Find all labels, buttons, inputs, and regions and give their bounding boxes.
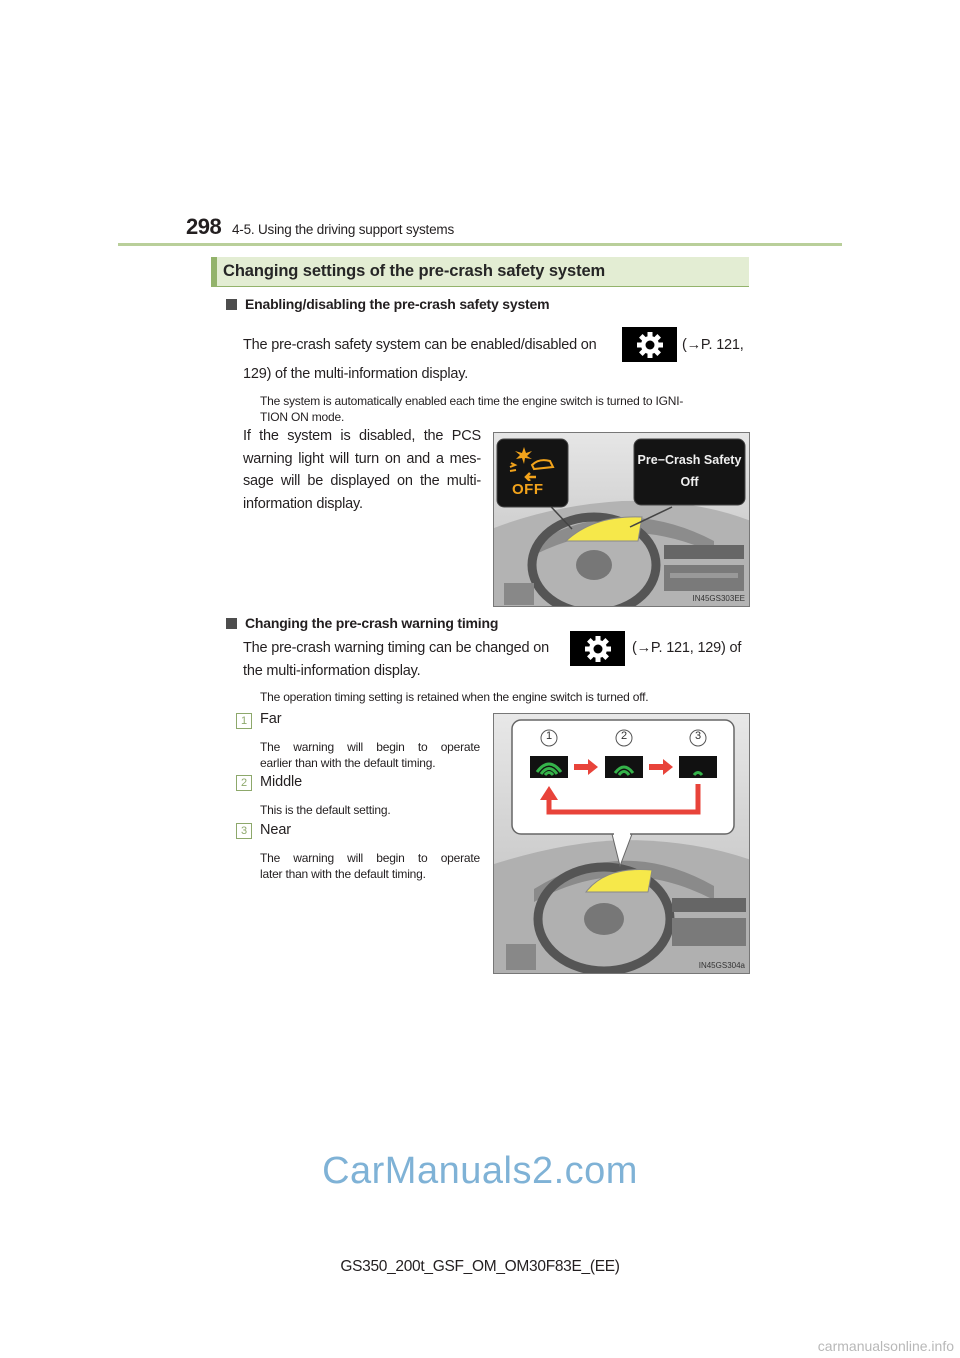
timing-note: The operation timing setting is retained when the engine switch is turned off. bbox=[260, 690, 649, 704]
watermark-bottom[interactable]: carmanualsonline.info bbox=[817, 1338, 954, 1354]
enable-note-line2: TION ON mode. bbox=[260, 410, 345, 424]
settings-gear-icon bbox=[622, 327, 677, 362]
mid-message: Pre−Crash Safety Off bbox=[637, 453, 742, 489]
timing-text-line2: the multi-information display. bbox=[243, 663, 421, 679]
title-bar-rule bbox=[211, 286, 749, 287]
header-rule bbox=[118, 243, 842, 246]
page-number: 298 bbox=[186, 214, 222, 239]
enable-note-line1: The system is automatically enabled each time the engine switch is turned to IGNI- bbox=[260, 394, 684, 408]
timing-heading: Changing the pre-crash warning timing bbox=[226, 615, 498, 631]
callout-2: 2 bbox=[620, 730, 628, 742]
enable-heading: Enabling/disabling the pre-crash safety system bbox=[226, 296, 549, 312]
footer-code: GS350_200t_GSF_OM_OM30F83E_(EE) bbox=[340, 1258, 620, 1275]
square-bullet-icon bbox=[226, 618, 237, 629]
page-title: Changing settings of the pre-crash safety system bbox=[223, 262, 606, 280]
item-desc-near-line2: later than with the default timing. bbox=[260, 867, 426, 881]
disabled-description: If the system is disabled, the PCS warning light will turn on and a mes- sage will be displayed on the multi- information display. bbox=[243, 428, 481, 512]
enable-page-ref: (→P. 121, bbox=[682, 337, 744, 353]
callout-3: 3 bbox=[694, 730, 702, 742]
item-label-far: Far bbox=[260, 711, 282, 727]
square-bullet-icon bbox=[226, 299, 237, 310]
item-label-near: Near bbox=[260, 822, 292, 838]
watermark[interactable]: CarManuals2.com bbox=[322, 1150, 638, 1192]
warning-light-off-text: OFF bbox=[512, 481, 544, 498]
item-desc-near-line1: The warning will begin to operate bbox=[260, 851, 480, 865]
warning-timing-illustration bbox=[493, 713, 750, 974]
item-desc-middle-line1: This is the default setting. bbox=[260, 803, 391, 817]
item-number: 2 bbox=[236, 775, 252, 791]
item-number: 1 bbox=[236, 713, 252, 729]
item-number: 3 bbox=[236, 823, 252, 839]
enable-text-line1: The pre-crash safety system can be enabled/disabled on bbox=[243, 337, 597, 353]
settings-gear-icon bbox=[570, 631, 625, 666]
image-code: IN45GS303EE bbox=[692, 594, 745, 603]
item-desc-far-line1: The warning will begin to operate bbox=[260, 740, 480, 754]
pcs-warning-light-icon bbox=[506, 445, 556, 481]
item-label-middle: Middle bbox=[260, 774, 303, 790]
timing-text-line1: The pre-crash warning timing can be changed on bbox=[243, 640, 549, 656]
timing-page-ref: (→P. 121, 129) of bbox=[632, 640, 742, 656]
callout-1: 1 bbox=[545, 730, 553, 742]
pcs-off-illustration bbox=[493, 432, 750, 607]
enable-text-line2: 129) of the multi-information display. bbox=[243, 366, 469, 382]
item-desc-far-line2: earlier than with the default timing. bbox=[260, 756, 436, 770]
section-header: 4-5. Using the driving support systems bbox=[232, 222, 454, 237]
image-code: IN45GS304a bbox=[698, 961, 745, 970]
